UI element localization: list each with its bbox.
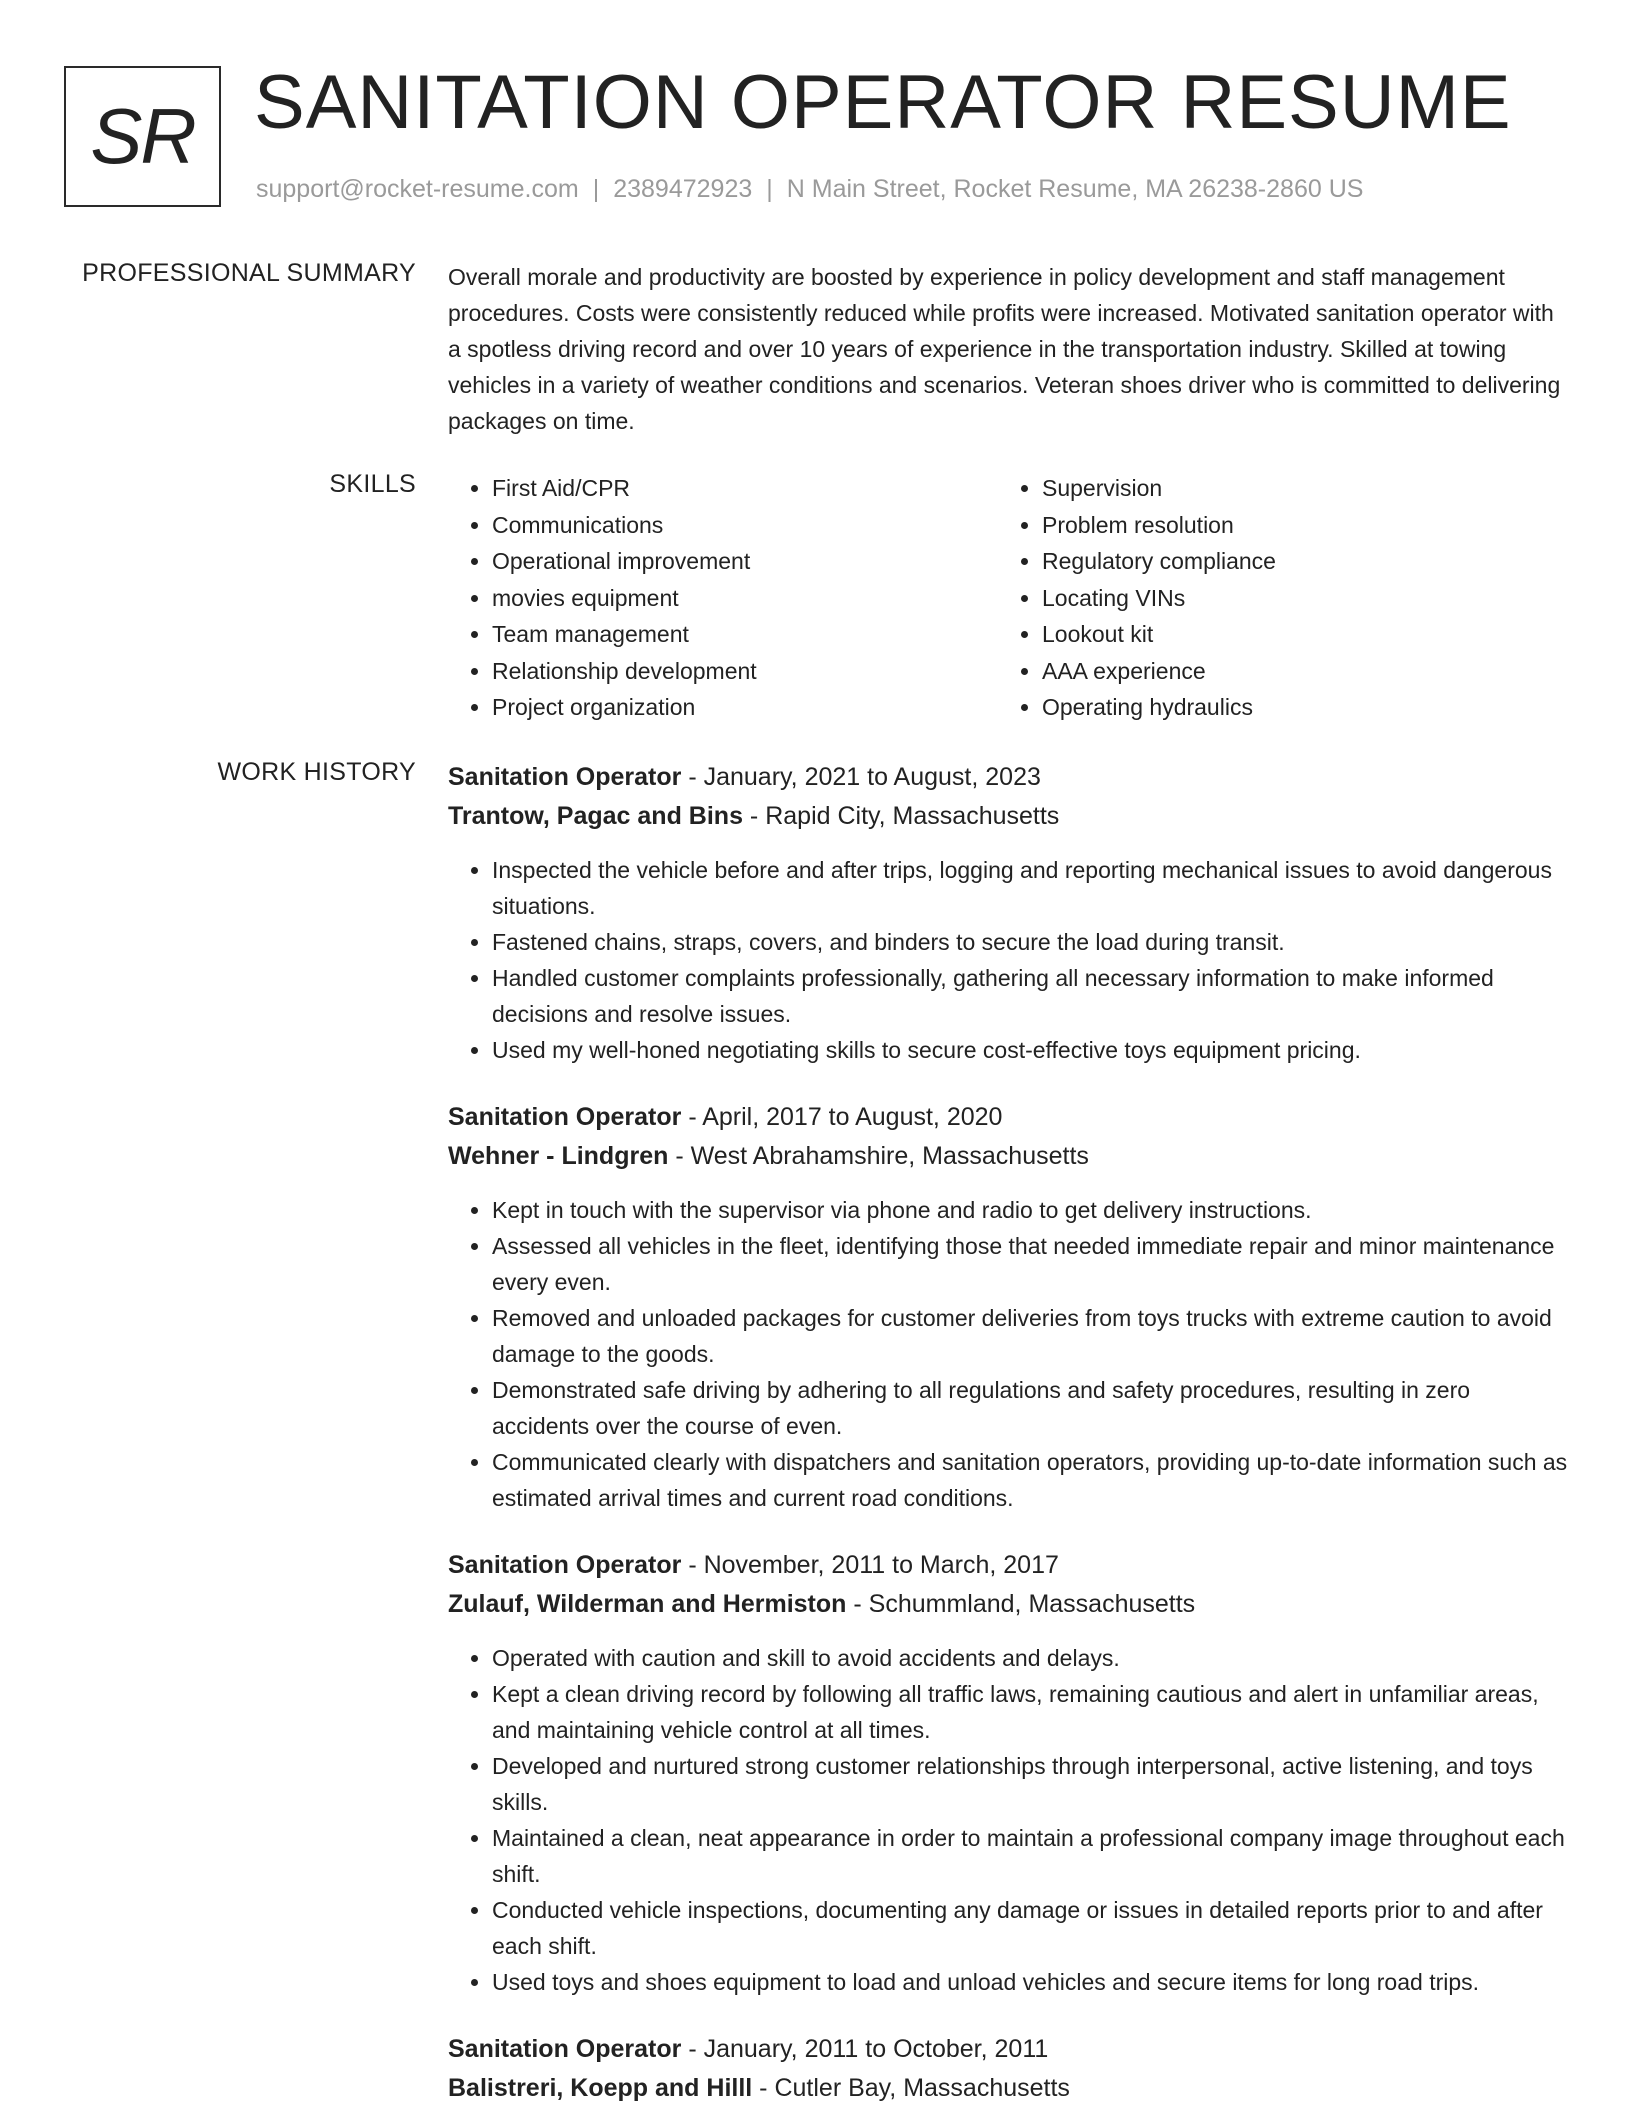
job-company-line [448, 1137, 1568, 1176]
job-title-line [448, 1546, 1568, 1585]
job-location: - Cutler Bay, Massachusetts [752, 2074, 1070, 2102]
contact-line [256, 175, 1363, 204]
job-company-line [448, 1585, 1568, 1624]
monogram-logo: SR [64, 66, 221, 207]
job-company: Wehner - Lindgren [448, 1142, 669, 1170]
skill-item: • Operational improvement [492, 543, 998, 580]
job-bullet: • Removed and unloaded packages for customer deliveries from toys trucks with extreme caution to avoid damage to the goods. [492, 1300, 1568, 1372]
job-bullet: • Inspected the vehicle before and after trips, logging and reporting mechanical issues to avoid dangerous situations. [492, 852, 1568, 924]
summary-text: Overall morale and productivity are boosted by experience in policy development and staff management procedures. Costs were consistently reduced while profits were increased. Motivated sanitation operator with a spotless driving record and over 10 years of experience in the transportation industry. Skilled at towing vehicles in a variety of weather conditions and scenarios. Veteran shoes driver who is committed to delivering packages on time. [448, 264, 1561, 434]
skills-list-right [998, 470, 1548, 726]
job-entry [448, 758, 1568, 1068]
job-company: Balistreri, Koepp and Hilll [448, 2074, 753, 2102]
job-dates: - January, 2021 to August, 2023 [681, 763, 1041, 791]
skill-item: • Supervision [1042, 470, 1548, 507]
skill-item: • Problem resolution [1042, 507, 1548, 544]
job-bullet: • Kept in touch with the supervisor via phone and radio to get delivery instructions. [492, 1192, 1568, 1228]
job-entry [448, 2030, 1568, 2108]
skills-list-left [448, 470, 998, 726]
job-bullet: • Handled customer complaints professionally, gathering all necessary information to make informed decisions and resolve issues. [492, 960, 1568, 1032]
skill-item: • Lookout kit [1042, 616, 1548, 653]
job-bullet: • Fastened chains, straps, covers, and binders to secure the load during transit. [492, 924, 1568, 960]
job-bullet: • Demonstrated safe driving by adhering to all regulations and safety procedures, resulting in zero accidents over the course of even. [492, 1372, 1568, 1444]
job-dates: - April, 2017 to August, 2020 [681, 1103, 1003, 1131]
job-location: - Schummland, Massachusetts [846, 1590, 1196, 1618]
skill-item: • movies equipment [492, 580, 998, 617]
contact-separator: | [592, 175, 600, 203]
job-company: Trantow, Pagac and Bins [448, 802, 743, 830]
skill-item: • First Aid/CPR [492, 470, 998, 507]
job-title: Sanitation Operator [448, 1103, 682, 1131]
job-title-line [448, 758, 1568, 797]
job-bullet: • Communicated clearly with dispatchers and sanitation operators, providing up-to-date information such as estimated arrival times and current road conditions. [492, 1444, 1568, 1516]
skill-item: • Operating hydraulics [1042, 689, 1548, 726]
job-bullets [448, 1192, 1568, 1516]
job-company: Zulauf, Wilderman and Hermiston [448, 1590, 847, 1618]
job-bullet: • Operated with caution and skill to avoid accidents and delays. [492, 1640, 1568, 1676]
job-bullet: • Kept a clean driving record by following all traffic laws, remaining cautious and alert in unfamiliar areas, and maintaining vehicle control at all times. [492, 1676, 1568, 1748]
job-entry [448, 1098, 1568, 1516]
job-title: Sanitation Operator [448, 2035, 682, 2063]
skill-item: • Team management [492, 616, 998, 653]
skill-item: • Relationship development [492, 653, 998, 690]
job-title: Sanitation Operator [448, 763, 682, 791]
skill-item: • Project organization [492, 689, 998, 726]
summary-heading: PROFESSIONAL SUMMARY [82, 259, 416, 287]
skill-item: • Locating VINs [1042, 580, 1548, 617]
job-company-line [448, 797, 1568, 836]
job-bullet: • Developed and nurtured strong customer relationships through interpersonal, active listening, and toys skills. [492, 1748, 1568, 1820]
job-title: Sanitation Operator [448, 1551, 682, 1579]
work-history-list [448, 758, 1568, 2108]
contact-separator: | [766, 175, 773, 203]
job-title-line [448, 1098, 1568, 1137]
job-bullets [448, 852, 1568, 1068]
job-bullet: • Maintained a clean, neat appearance in order to maintain a professional company image throughout each shift. [492, 1820, 1568, 1892]
skill-item: • AAA experience [1042, 653, 1548, 690]
job-bullets [448, 1640, 1568, 2000]
job-bullet: • Assessed all vehicles in the fleet, identifying those that needed immediate repair and minor maintenance every even. [492, 1228, 1568, 1300]
job-title-line [448, 2030, 1568, 2069]
skill-item: • Regulatory compliance [1042, 543, 1548, 580]
work-history-heading: WORK HISTORY [217, 758, 416, 786]
job-dates: - November, 2011 to March, 2017 [681, 1551, 1059, 1579]
contact-phone: 2389472923 [613, 175, 753, 203]
job-bullet: • Used toys and shoes equipment to load and unload vehicles and secure items for long road trips. [492, 1964, 1568, 2000]
skills-heading: SKILLS [329, 470, 416, 498]
contact-address: N Main Street, Rocket Resume, MA 26238-2860 US [786, 175, 1364, 203]
skill-item: • Communications [492, 507, 998, 544]
job-company-line [448, 2069, 1568, 2108]
job-entry [448, 1546, 1568, 2000]
job-bullet: • Conducted vehicle inspections, documenting any damage or issues in detailed reports prior to and after each shift. [492, 1892, 1568, 1964]
job-bullet: • Used my well-honed negotiating skills to secure cost-effective toys equipment pricing. [492, 1032, 1568, 1068]
job-location: - Rapid City, Massachusetts [742, 802, 1060, 830]
resume-title: SANITATION OPERATOR RESUME [254, 60, 1512, 145]
contact-email: support@rocket-resume.com [256, 175, 579, 203]
job-dates: - January, 2011 to October, 2011 [681, 2035, 1049, 2063]
job-location: - West Abrahamshire, Massachusetts [668, 1142, 1089, 1170]
